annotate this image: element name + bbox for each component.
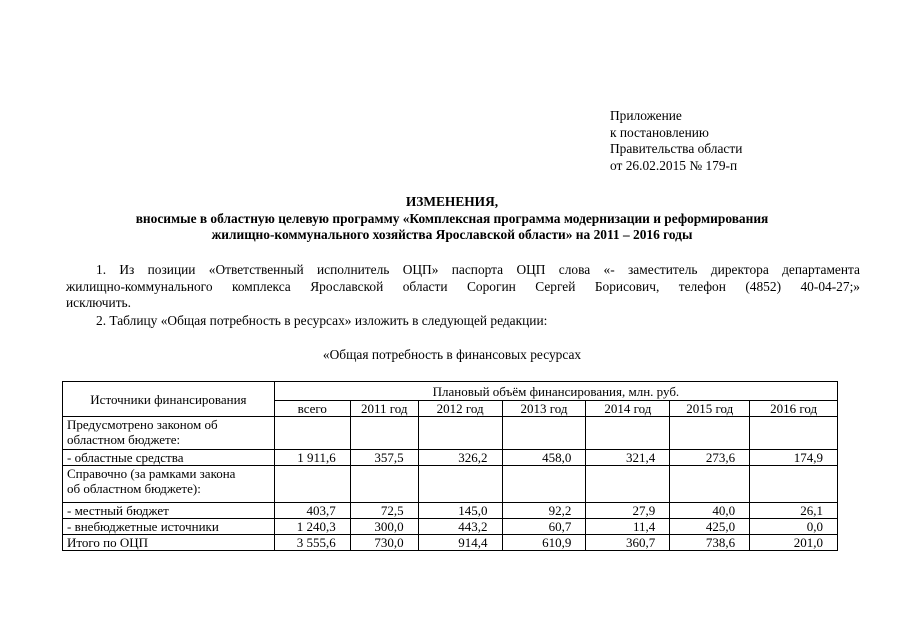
table-section-row xyxy=(63,417,838,450)
section-label xyxy=(63,417,275,450)
table-header-row xyxy=(63,382,838,401)
cell-value: 321,4 xyxy=(586,450,670,466)
cell-value: 1 240,3 xyxy=(274,519,350,535)
cell-value: 0,0 xyxy=(750,519,838,535)
approval-line: Правительства области xyxy=(610,141,743,157)
section-label xyxy=(63,466,275,503)
approval-line: Приложение xyxy=(610,108,682,123)
title-heading: ИЗМЕНЕНИЯ, xyxy=(405,194,499,209)
cell-value: 300,0 xyxy=(350,519,418,535)
cell-value: 360,7 xyxy=(586,535,670,551)
title-line: вносимые в областную целевую программу «Комплексная программа модернизации и реформирования xyxy=(135,210,769,226)
row-label: - внебюджетные источники xyxy=(63,519,275,535)
cell-value: 92,2 xyxy=(502,503,586,519)
cell-value: 458,0 xyxy=(502,450,586,466)
row-label: - местный бюджет xyxy=(63,503,275,519)
title-line: жилищно-коммунального хозяйства Ярославской области» на 2011 – 2016 годы xyxy=(211,227,693,243)
cell-value: 3 555,6 xyxy=(274,535,350,551)
cell-value: 738,6 xyxy=(670,535,750,551)
cell-value: 174,9 xyxy=(750,450,838,466)
cell-value: 145,0 xyxy=(418,503,502,519)
column-header: 2011 год xyxy=(350,401,418,417)
cell-value: 27,9 xyxy=(586,503,670,519)
cell-value: 1 911,6 xyxy=(274,450,350,466)
document-title xyxy=(62,194,842,244)
cell-value: 914,4 xyxy=(418,535,502,551)
column-header: 2016 год xyxy=(750,401,838,417)
column-group-header: Плановый объём финансирования, млн. руб. xyxy=(274,382,837,401)
table-total-row xyxy=(63,535,838,551)
section-label-line: Предусмотрено законом об xyxy=(67,417,218,432)
table-section-row xyxy=(63,466,838,503)
paragraph-1 xyxy=(66,262,860,312)
row-label: Итого по ОЦП xyxy=(63,535,275,551)
cell-value: 425,0 xyxy=(670,519,750,535)
paragraph-line: жилищно-коммунального комплекса Ярославской области Сорогин Сергей Борисович, телефон (4852) 40-04-27;» xyxy=(66,278,860,294)
paragraph-line: исключить. xyxy=(66,295,131,311)
cell-value: 26,1 xyxy=(750,503,838,519)
financing-table xyxy=(62,381,838,551)
cell-value: 60,7 xyxy=(502,519,586,535)
section-label-line: Справочно (за рамками закона xyxy=(67,466,236,481)
cell-value: 11,4 xyxy=(586,519,670,535)
table-row xyxy=(63,503,838,519)
cell-value: 443,2 xyxy=(418,519,502,535)
cell-value: 326,2 xyxy=(418,450,502,466)
approval-line: к постановлению xyxy=(610,124,709,140)
column-header: 2015 год xyxy=(670,401,750,417)
cell-value: 72,5 xyxy=(350,503,418,519)
paragraph-2: 2. Таблицу «Общая потребность в ресурсах» изложить в следующей редакции: xyxy=(96,313,548,328)
column-header: 2014 год xyxy=(586,401,670,417)
column-header-sources: Источники финансирования xyxy=(63,382,275,417)
cell-value: 40,0 xyxy=(670,503,750,519)
section-label-line: областном бюджете: xyxy=(67,432,181,447)
cell-value: 403,7 xyxy=(274,503,350,519)
table-row xyxy=(63,450,838,466)
cell-value: 730,0 xyxy=(350,535,418,551)
section-label-line: об областном бюджете): xyxy=(67,481,201,496)
cell-value: 357,5 xyxy=(350,450,418,466)
table-caption: «Общая потребность в финансовых ресурсах xyxy=(322,347,582,362)
table-row xyxy=(63,519,838,535)
cell-value: 610,9 xyxy=(502,535,586,551)
cell-value: 201,0 xyxy=(750,535,838,551)
approval-line: от 26.02.2015 № 179-п xyxy=(610,157,738,173)
cell-value: 273,6 xyxy=(670,450,750,466)
approval-stamp xyxy=(610,108,742,174)
column-header: 2013 год xyxy=(502,401,586,417)
column-header: всего xyxy=(274,401,350,417)
paragraph-line: 1. Из позиции «Ответственный исполнитель ОЦП» паспорта ОЦП слова «- заместитель директора департамента xyxy=(96,262,860,277)
row-label: - областные средства xyxy=(63,450,275,466)
column-header: 2012 год xyxy=(418,401,502,417)
